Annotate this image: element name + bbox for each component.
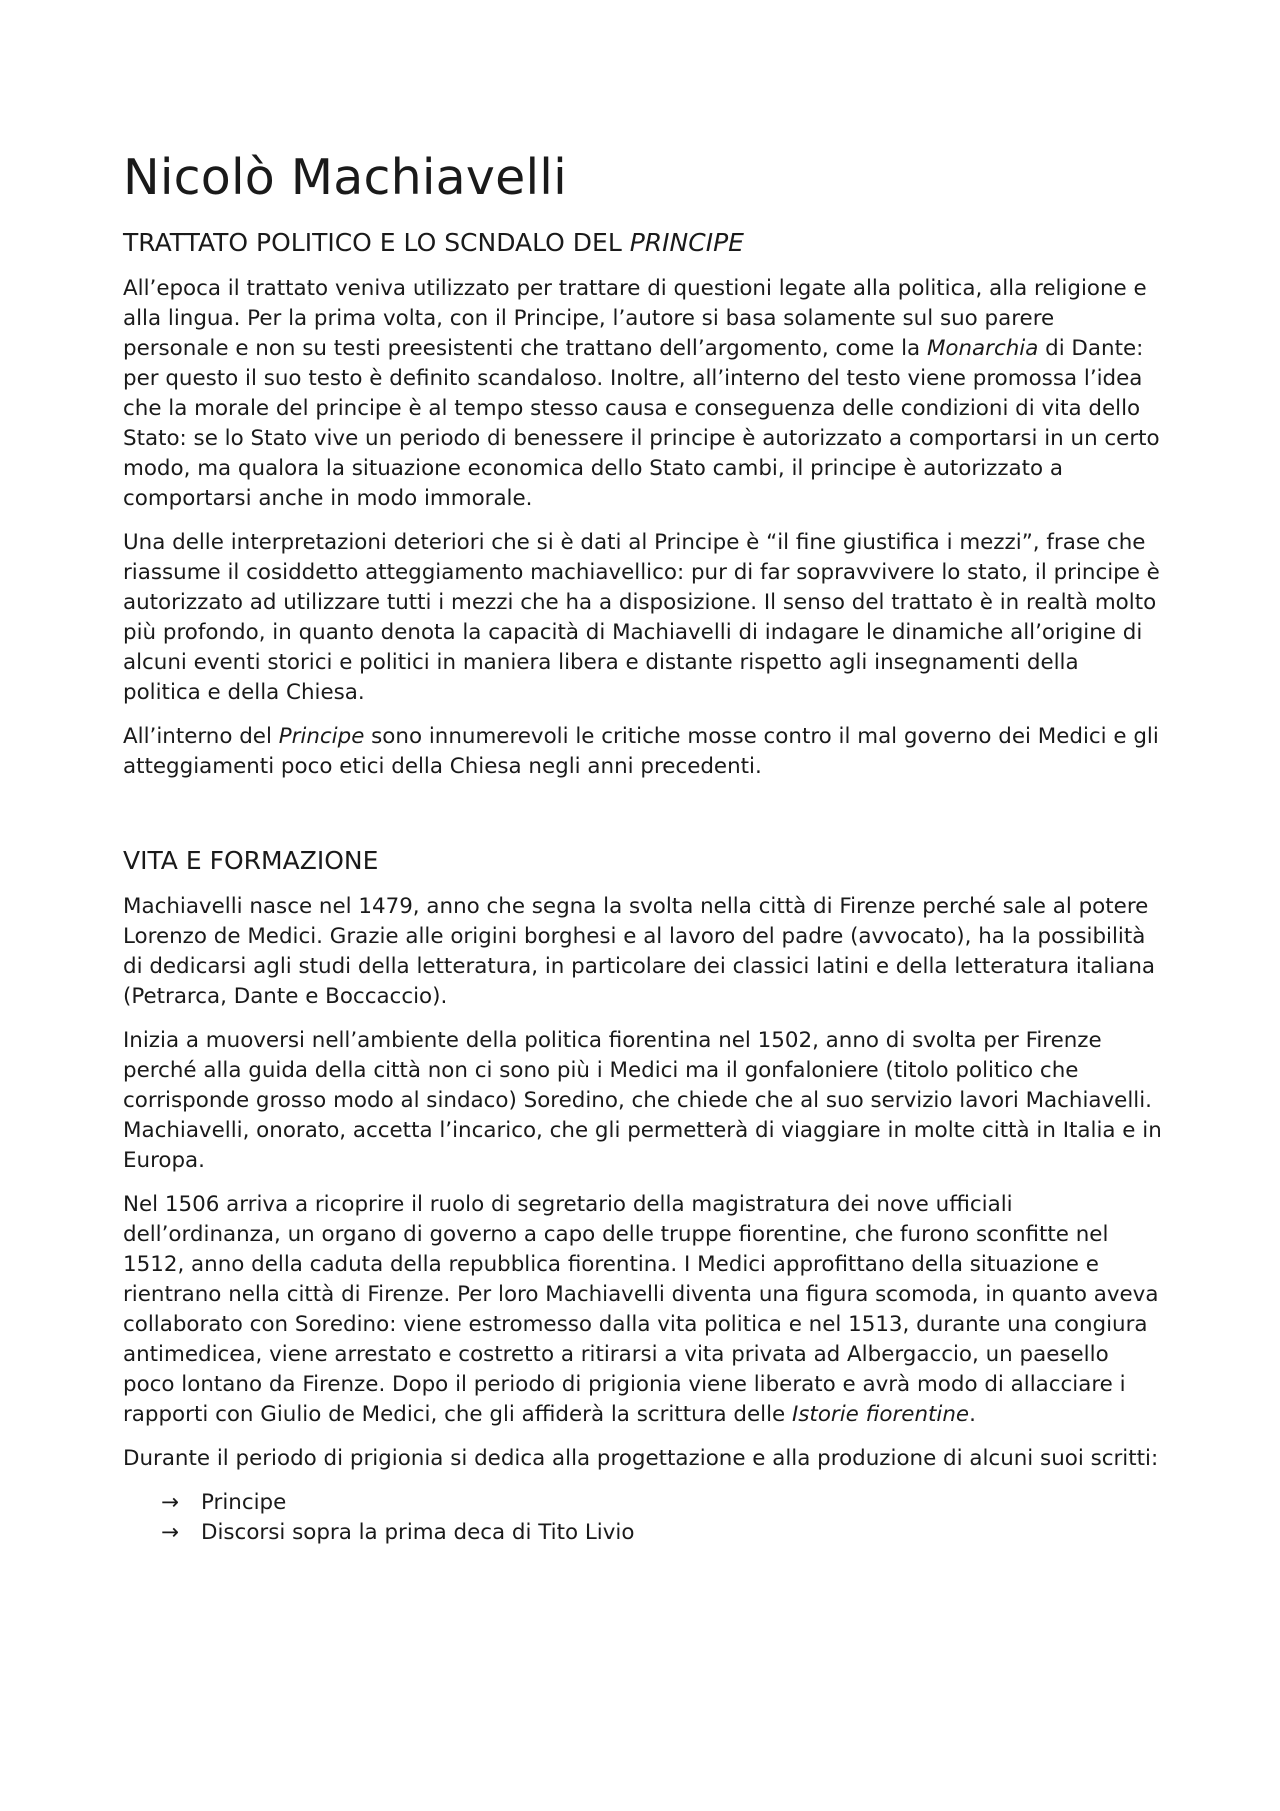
- paragraph-text: All’interno del: [123, 724, 279, 750]
- paragraph-text: Nel 1506 arriva a ricoprire il ruolo di segretario della magistratura dei nove ufficiali dell’ordinanza, un organo di governo a capo delle truppe fiorentine, che furono sconfitte nel 1512, anno della caduta della repubblica fiorentina. I Medici approfittano della situazione e rientrano nella città di Firenze. Per loro Machiavelli diventa una figura scomoda, in quanto aveva collaborato con Soredino: viene estromesso dalla vita politica e nel 1513, durante una congiura antimedicea, viene arrestato e costretto a ritirarsi a vita privata ad Albergaccio, un paesello poco lontano da Firenze. Dopo il periodo di prigionia viene liberato e avrà modo di allacciare i rapporti con Giulio de Medici, che gli affiderà la scrittura delle: [123, 1192, 1159, 1428]
- paragraph-emphasis: Istorie fiorentine: [791, 1402, 970, 1428]
- paragraph: Durante il periodo di prigionia si dedica alla progettazione e alla produzione di alcuni suoi scritti:: [123, 1446, 1159, 1472]
- paragraph: [123, 722, 1163, 782]
- paragraph: [123, 274, 1163, 514]
- works-list: [123, 1488, 1163, 1548]
- paragraph: [123, 1190, 1163, 1430]
- document-page: [123, 150, 1163, 1548]
- list-item: [161, 1488, 1163, 1518]
- section-heading-text: TRATTATO POLITICO E LO SCNDALO DEL: [123, 228, 630, 258]
- list-item-text: Discorsi sopra la prima deca di Tito Livio: [201, 1520, 635, 1546]
- paragraph-emphasis: Principe: [278, 724, 365, 750]
- section-heading-vita: VITA E FORMAZIONE: [123, 846, 379, 876]
- paragraph-text: All’epoca il trattato veniva utilizzato per trattare di questioni legate alla politica, alla religione e alla lingua. Per la prima volta, con il Principe, l’autore si basa solamente sul suo parere personale e non su testi preesistenti che trattano dell’argomento, come la: [123, 276, 1147, 362]
- paragraph-emphasis: Monarchia: [926, 336, 1039, 362]
- paragraph-text: .: [969, 1402, 976, 1428]
- arrow-right-icon: →: [161, 1520, 179, 1546]
- paragraph: Una delle interpretazioni deteriori che si è dati al Principe è “il fine giustifica i mezzi”, frase che riassume il cosiddetto atteggiamento machiavellico: pur di far sopravvivere lo stato, il principe è autorizzato ad utilizzare tutti i mezzi che ha a disposizione. Il senso del trattato è in realtà molto più profondo, in quanto denota la capacità di Machiavelli di indagare le dinamiche all’origine di alcuni eventi storici e politici in maniera libera e distante rispetto agli insegnamenti della politica e della Chiesa.: [123, 530, 1160, 706]
- section-heading-emphasis: PRINCIPE: [629, 228, 744, 258]
- arrow-right-icon: →: [161, 1490, 179, 1516]
- document-title: Nicolò Machiavelli: [123, 149, 567, 206]
- section-heading-trattato: [123, 228, 1163, 258]
- paragraph: Inizia a muoversi nell’ambiente della politica fiorentina nel 1502, anno di svolta per Firenze perché alla guida della città non ci sono più i Medici ma il gonfaloniere (titolo politico che corrisponde grosso modo al sindaco) Soredino, che chiede che al suo servizio lavori Machiavelli. Machiavelli, onorato, accetta l’incarico, che gli permetterà di viaggiare in molte città in Italia e in Europa.: [123, 1028, 1162, 1174]
- list-item: [161, 1518, 1163, 1548]
- paragraph-text: sono innumerevoli le critiche mosse contro il mal governo dei Medici e gli atteggiamenti poco etici della Chiesa negli anni precedenti.: [123, 724, 1159, 780]
- list-item-text: Principe: [201, 1490, 287, 1516]
- paragraph-text: di Dante: per questo il suo testo è definito scandaloso. Inoltre, all’interno del testo viene promossa l’idea che la morale del principe è al tempo stesso causa e conseguenza delle condizioni di vita dello Stato: se lo Stato vive un periodo di benessere il principe è autorizzato a comportarsi in un certo modo, ma qualora la situazione economica dello Stato cambi, il principe è autorizzato a comportarsi anche in modo immorale.: [123, 336, 1160, 512]
- paragraph: Machiavelli nasce nel 1479, anno che segna la svolta nella città di Firenze perché sale al potere Lorenzo de Medici. Grazie alle origini borghesi e al lavoro del padre (avvocato), ha la possibilità di dedicarsi agli studi della letteratura, in particolare dei classici latini e della letteratura italiana (Petrarca, Dante e Boccaccio).: [123, 894, 1156, 1010]
